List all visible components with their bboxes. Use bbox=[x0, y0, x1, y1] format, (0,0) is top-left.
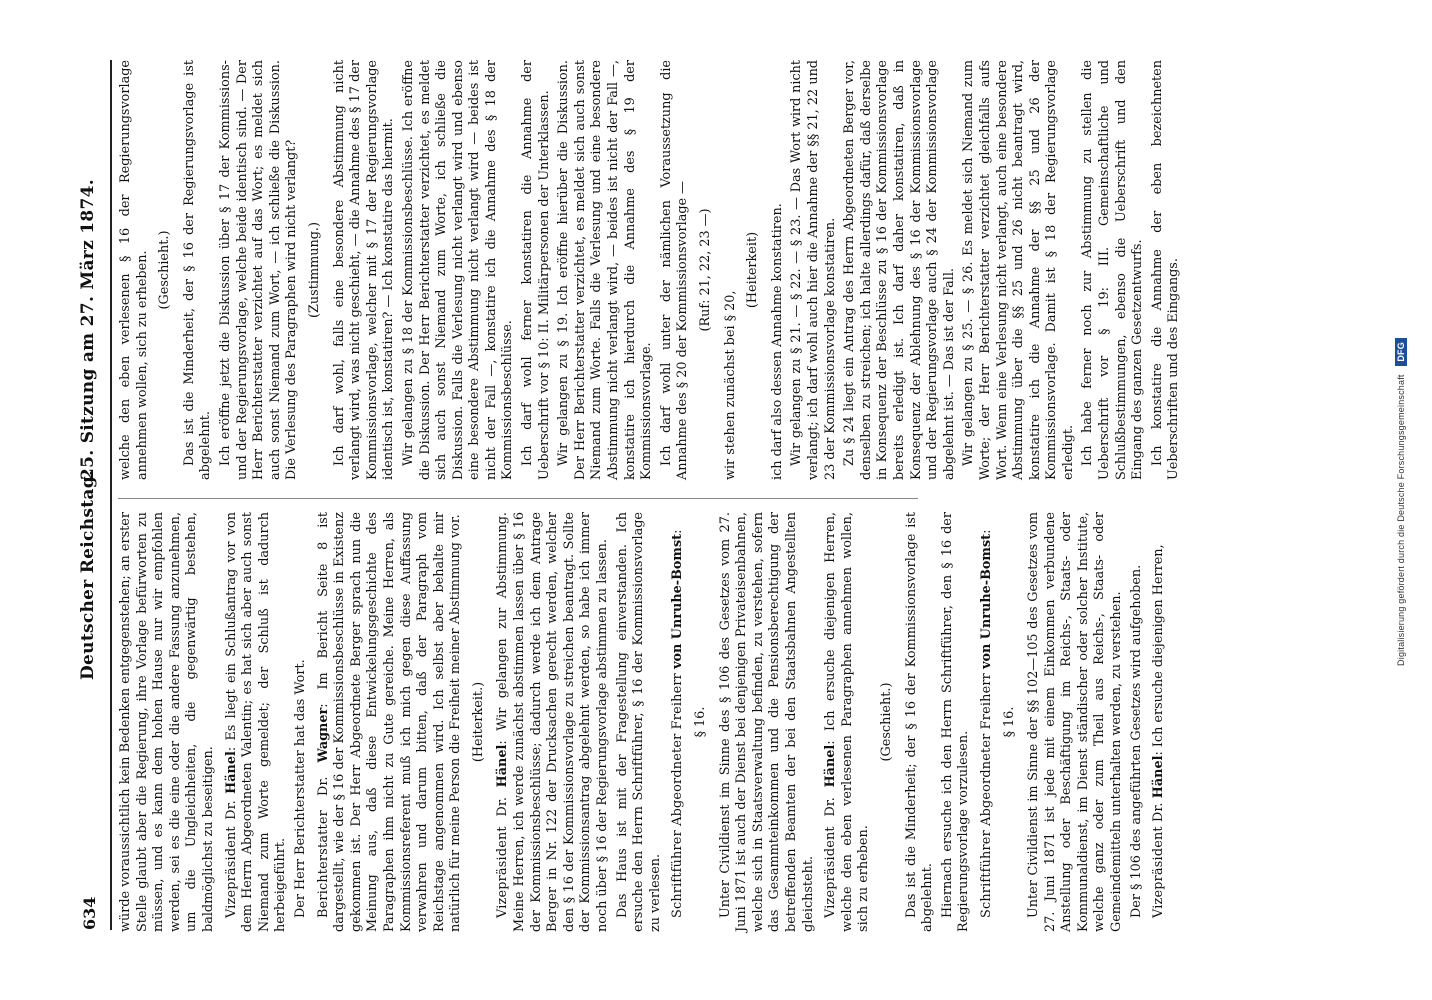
header-rule bbox=[110, 60, 112, 930]
body-paragraph: welche den eben verlesenen § 16 der Regierungsvorlage annehmen wollen, sich zu erheben. bbox=[118, 60, 150, 480]
body-paragraph: Ich darf wohl unter der nämlichen Voraussetzung die Annahme des § 20 der Kommissionsvorlage — bbox=[658, 60, 691, 480]
stage-direction: (Geschieht.) bbox=[878, 682, 894, 762]
body-paragraph: Wir gelangen zu § 25. — § 26. Es meldet sich Niemand zum Worte; der Herr Berichterstatter verzichtet gleichfalls aufs Wort. Wenn eine Verlesung nicht verlangt, auch eine besondere Abstimmung über die §§ 25 und 26 nicht beantragt wird, konstatire ich die Annahme der §§ 25 und 26 der Kommissionsvorlage. Damit ist § 18 der Regierungsvorlage erledigt. bbox=[961, 60, 1076, 480]
stage-direction: (Zustimmung.) bbox=[306, 222, 322, 318]
speaker-name: Hänel bbox=[823, 744, 839, 788]
speech-paragraph bbox=[224, 512, 290, 932]
stage-direction: (Heiterkeit) bbox=[745, 231, 761, 309]
stage-direction: § 16. bbox=[693, 706, 708, 738]
body-paragraph: Unter Civildienst im Sinne der §§ 102—105 des Gesetzes vom 27. Juni 1871 ist jede mit einem Einkommen verbundene Anstellung oder Beschäftigung im Reichs-, Staats- oder Kommunaldienst, im Dienst ständischer oder solcher Institute, welche ganz oder zum Theil aus Reichs-, Staats- oder Gemeindemitteln unterhalten werden, zu verstehen. bbox=[1026, 512, 1125, 932]
speech-text: : Ich ersuche diejenigen Herren, bbox=[1151, 544, 1167, 756]
body-paragraph: Ich darf wohl ferner konstatiren die Annahme der Ueberschrift vor § 10: II. Militärpersonen der Unterklassen. bbox=[520, 60, 552, 480]
body-paragraph: Zu § 24 liegt ein Antrag des Herrn Abgeordneten Berger vor, denselben zu streichen; ich halte allerdings dafür, daß derselbe in Konsequenz der Beschlüsse zu § 16 der Kommissionsvorlage bereits erledigt ist. Ich darf daher konstatiren, daß in Konsequenz der Ablehnung des § 16 der Kommissionsvorlage und der Regierungsvorlage auch § 24 der Kommissionsvorlage abgelehnt ist. — Das ist der Fall. bbox=[842, 60, 957, 480]
speech-text: : bbox=[670, 529, 686, 534]
stage-direction: (Heiterkeit.) bbox=[470, 681, 486, 763]
speaker-title: Schriftführer Abgeordneter Freiherr bbox=[978, 673, 994, 918]
body-paragraph: Ich eröffne jetzt die Diskussion über § 17 der Kommissions- und der Regierungsvorlage, welche beide identisch sind. — Der Herr Berichterstatter verzichtet auf das Wort; es meldet sich auch sonst Niemand zum Wort, — ich schließe die Diskussion. Die Verlesung des Paragraphen wird nicht verlangt? bbox=[217, 60, 300, 480]
speaker-name: Hänel bbox=[1151, 755, 1167, 799]
speech-text: : Wir gelangen zur Abstimmung. Meine Herren, ich werde zunächst abstimmen lassen über § 16 der Kommissionsbeschlüsse; dadurch werde ich dem Antrage Berger in Nr. 122 der Drucksachen gerecht werden, welcher den § 16 der Kommissionsvorlage zu streichen beantragt. Sollte der Kommissionsantrag abgelehnt werden, so habe ich immer noch über § 16 der Regierungsvorlage abstimmen zu lassen. bbox=[495, 512, 611, 932]
body-paragraph: Ich darf wohl, falls eine besondere Abstimmung nicht verlangt wird, was nicht geschieht, — die Annahme des § 17 der Kommissionsvorlage, welcher mit § 17 der Regierungsvorlage identisch ist, konstatiren? — Ich konstatire das hiermit. bbox=[331, 60, 397, 480]
credit-text: Digitalisierung gefördert durch die Deutsche Forschungsgemeinschaft bbox=[1396, 374, 1406, 666]
speech-paragraph bbox=[1151, 512, 1168, 932]
body-paragraph: Wir gelangen zu § 21. — § 22. — § 23. — Das Wort wird nicht verlangt; ich darf wohl auch hier die Annahme der §§ 21, 22 und 23 der Kommissionsvorlage konstatiren. bbox=[789, 60, 838, 480]
body-paragraph: Wir gelangen zu § 18 der Kommissionsbeschlüsse. Ich eröffne die Diskussion. Der Herr Berichterstatter verzichtet, es meldet sich auch sonst Niemand zum Worte, ich schließe die Diskussion. Falls die Verlesung nicht verlangt wird und ebenso eine besondere Abstimmung nicht verlangt wird — beides ist nicht der Fall —, konstatire ich die Annahme des § 18 der Kommissionsbeschlüsse. bbox=[400, 60, 516, 480]
body-paragraph: Der § 106 des angeführten Gesetzes wird aufgehoben. bbox=[1128, 564, 1144, 918]
speaker-name: von Unruhe-Bomst bbox=[978, 533, 994, 669]
speaker-title: Vizepräsident Dr. bbox=[1151, 802, 1167, 918]
speech-text: : bbox=[978, 529, 994, 534]
speaker-name: von Unruhe-Bomst bbox=[670, 533, 686, 669]
dfg-logo: DFG bbox=[1395, 338, 1407, 366]
speech-text: : Ich ersuche diejenigen Herren, welche den eben verlesenen Paragraphen annehmen wollen, sich zu erheben. bbox=[823, 511, 872, 932]
speaker-title: Schriftführer Abgeordneter Freiherr bbox=[670, 673, 686, 918]
speaker-title: Vizepräsident Dr. bbox=[823, 796, 839, 918]
body-paragraph: Ich konstatire die Annahme der eben bezeichneten Ueberschriften und des Eingangs. bbox=[1149, 60, 1182, 480]
speech-paragraph bbox=[823, 512, 873, 932]
column-divider bbox=[118, 498, 918, 499]
stage-direction: (Geschieht.) bbox=[157, 230, 173, 310]
body-paragraph: ich darf also dessen Annahme konstatiren. bbox=[769, 203, 785, 480]
body-paragraph: Unter Civildienst im Sinne des § 106 des Gesetzes vom 27. Juni 1871 ist auch der Dienst bei denjenigen Privateisenbahnen, welche sich in Staatsverwaltung befinden, zu verstehen, sofern das Gesammteinkommen und die Pensionsberechtigung der betreffenden Beamten der bei den Staatsbahnen Angestellten gleichsteht. bbox=[717, 512, 816, 932]
body-paragraph: Ich habe ferner noch zur Abstimmung zu stellen die Ueberschrift vor § 19: III. Gemeinschaftliche und Schlußbestimmungen, ebenso die Ueberschrift und den Eingang des ganzen Gesetzentwurfs. bbox=[1080, 60, 1146, 480]
page-header bbox=[72, 0, 104, 1000]
body-paragraph: Das ist die Minderheit, der § 16 der Regierungsvorlage ist abgelehnt. bbox=[181, 60, 214, 480]
speech-paragraph bbox=[670, 512, 687, 932]
body-paragraph: würde voraussichtlich kein Bedenken entgegenstehen; an erster Stelle glaubt aber die Regierung, ihre Vorlage befürworten zu müssen, und es kann dem hohen Hause nur wir empfohlen werden, sei es die eine oder die andere Fassung anzunehmen, um die Ungleichheiten, die gegenwärtig bestehen, baldmöglichst zu beseitigen. bbox=[118, 512, 216, 932]
speech-paragraph bbox=[316, 512, 465, 932]
speaker-name: Wagner bbox=[315, 707, 331, 763]
body-paragraph: Der Herr Berichterstatter hat das Wort. bbox=[292, 659, 308, 918]
digitization-credit bbox=[1395, 22, 1415, 982]
stage-direction: (Ruf: 21, 22, 23 —) bbox=[698, 208, 713, 332]
session-title: 25. Sitzung am 27. März 1874. bbox=[78, 179, 98, 480]
speaker-name: Hänel bbox=[495, 744, 511, 788]
speaker-title: Vizepräsident Dr. bbox=[223, 800, 239, 918]
speech-text: : Im Bericht Seite 8 ist dargestellt, wie der § 16 der Kommissionsbeschlüsse in Existenz gekommen ist. Der Herr Abgeordnete Berger sprach nun die Meinung aus, daß diese Entwickelungsgeschichte des Paragraphen ihm nicht zu Gute gereiche. Meine Herren, als Kommissionsreferent muß ich mich gegen diese Auffassung verwahren und darum bitten, daß der Paragraph vom Reichstage angenommen wird. Ich selbst aber behalte mir natürlich für meine Person die Freiheit meiner Abstimmung vor. bbox=[315, 512, 464, 932]
right-column bbox=[118, 60, 1186, 480]
left-column bbox=[118, 512, 1171, 932]
speech-text: : Es liegt ein Schlußantrag vor von dem Herrn Abgeordneten Valentin; es hat sich aber auch sonst Niemand zum Worte gemeldet; der Schluß ist dadurch herbeigeführt. bbox=[223, 512, 289, 932]
body-paragraph: Das Haus ist mit der Fragestellung einverstanden. Ich ersuche den Herrn Schriftführer, § 16 der Kommissionsvorlage zu verlesen. bbox=[614, 512, 663, 932]
speaker-title: Berichterstatter Dr. bbox=[315, 776, 331, 918]
speaker-name: Hänel bbox=[223, 751, 239, 794]
publication-title: Deutscher Reichstag. bbox=[78, 469, 98, 680]
speech-paragraph bbox=[495, 512, 611, 932]
stage-direction: § 16. bbox=[1001, 706, 1017, 738]
body-paragraph: Das ist die Minderheit; der § 16 der Kommissionsvorlage ist abgelehnt. bbox=[903, 512, 936, 932]
speaker-title: Vizepräsident Dr. bbox=[495, 796, 511, 918]
speech-paragraph bbox=[979, 512, 996, 932]
body-paragraph: Wir gelangen zu § 19. Ich eröffne hierüber die Diskussion. Der Herr Berichterstatter verzichtet, es meldet sich auch sonst Niemand zum Worte. Falls die Verlesung und eine besondere Abstimmung nicht verlangt wird, — beides ist nicht der Fall —, konstatire ich hierdurch die Annahme des § 19 der Kommissionsvorlage. bbox=[556, 60, 655, 480]
body-paragraph: wir stehen zunächst bei § 20, bbox=[722, 290, 738, 480]
body-paragraph: Hiernach ersuche ich den Herrn Schriftführer, den § 16 der Regierungsvorlage vorzulesen. bbox=[939, 512, 972, 932]
page-number: 634 bbox=[80, 896, 99, 930]
